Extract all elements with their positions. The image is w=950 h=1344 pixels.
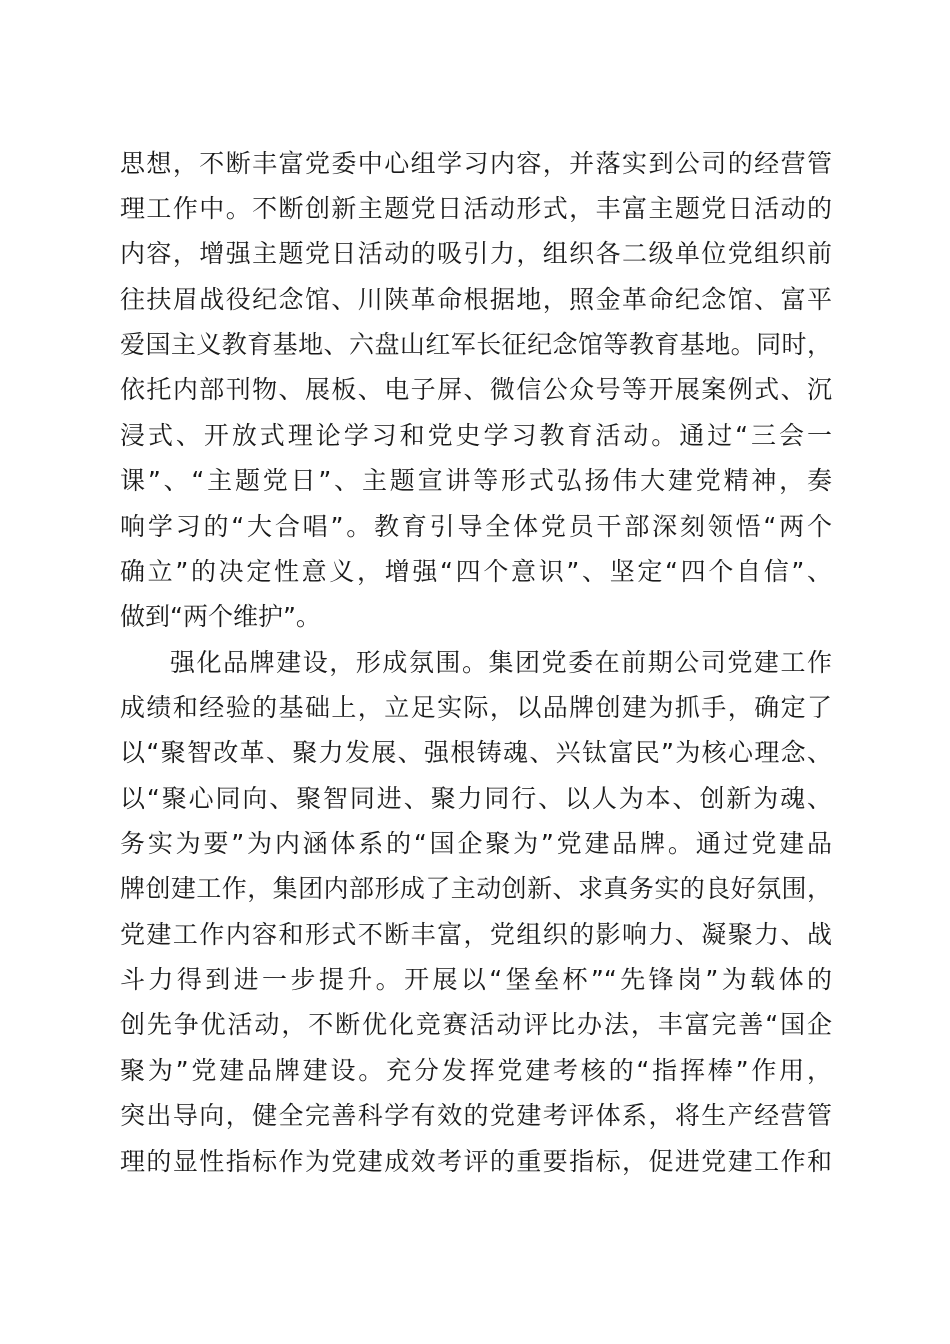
text-line: 突出导向，健全完善科学有效的党建考评体系，将生产经营管 [120, 1101, 832, 1130]
text-line: 创先争优活动，不断优化竞赛活动评比办法，丰富完善“国企 [120, 1010, 832, 1039]
text-line: 依托内部刊物、展板、电子屏、微信公众号等开展案例式、沉 [120, 375, 832, 404]
text-line: 确立”的决定性意义，增强“四个意识”、坚定“四个自信”、 [120, 557, 832, 586]
text-line: 成绩和经验的基础上，立足实际，以品牌创建为抓手，确定了 [120, 693, 832, 722]
text-line: 理的显性指标作为党建成效考评的重要指标，促进党建工作和 [120, 1147, 832, 1176]
text-line: 内容，增强主题党日活动的吸引力，组织各二级单位党组织前 [120, 239, 832, 268]
text-line: 务实为要”为内涵体系的“国企聚为”党建品牌。通过党建品 [120, 829, 832, 858]
paragraph-first-line: 强化品牌建设，形成氛围。集团党委在前期公司党建工作 [170, 648, 832, 677]
text-line: 聚为”党建品牌建设。充分发挥党建考核的“指挥棒”作用， [120, 1056, 832, 1085]
text-line: 以“聚心同向、聚智同进、聚力同行、以人为本、创新为魂、 [120, 784, 832, 813]
text-line: 做到“两个维护”。 [120, 602, 321, 631]
text-line: 响学习的“大合唱”。教育引导全体党员干部深刻领悟“两个 [120, 512, 832, 541]
text-line: 课”、“主题党日”、主题宣讲等形式弘扬伟大建党精神，奏 [120, 466, 832, 495]
text-line: 党建工作内容和形式不断丰富，党组织的影响力、凝聚力、战 [120, 920, 832, 949]
text-line: 斗力得到进一步提升。开展以“堡垒杯”“先锋岗”为载体的 [120, 965, 832, 994]
text-line: 往扶眉战役纪念馆、川陕革命根据地，照金革命纪念馆、富平 [120, 285, 832, 314]
text-line: 牌创建工作，集团内部形成了主动创新、求真务实的良好氛围， [120, 874, 832, 903]
text-line: 思想，不断丰富党委中心组学习内容，并落实到公司的经营管 [120, 149, 832, 178]
text-line: 理工作中。不断创新主题党日活动形式，丰富主题党日活动的 [120, 194, 832, 223]
text-line: 浸式、开放式理论学习和党史学习教育活动。通过“三会一 [120, 421, 832, 450]
text-line: 爱国主义教育基地、六盘山红军长征纪念馆等教育基地。同时， [120, 330, 832, 359]
text-line: 以“聚智改革、聚力发展、强根铸魂、兴钛富民”为核心理念、 [120, 738, 832, 767]
